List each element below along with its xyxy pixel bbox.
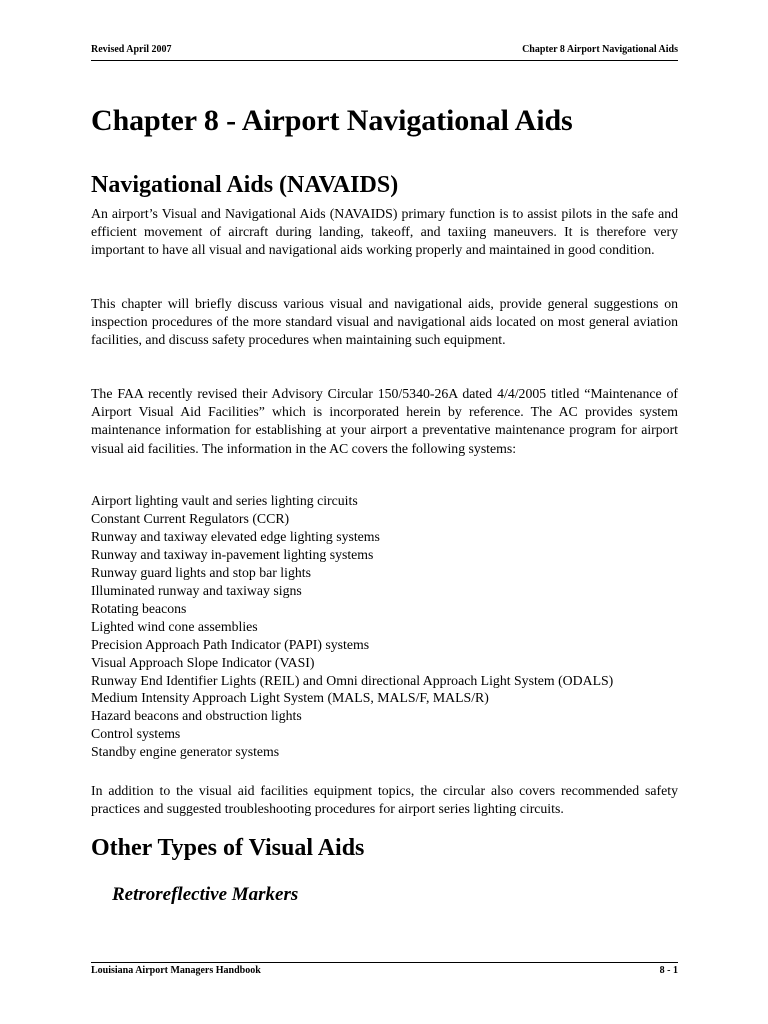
list-item: Precision Approach Path Indicator (PAPI) systems	[91, 636, 370, 652]
chapter-title: Chapter 8 - Airport Navigational Aids	[91, 104, 573, 137]
paragraph-chapter-overview: This chapter will briefly discuss various visual and navigational aids, provide general suggestions on inspection procedures of the more standard visual and navigational aids located on most general aviation facilities, and discuss safety procedures when maintaining such equipment.	[91, 296, 678, 348]
document-page	[91, 0, 678, 1024]
list-item: Control systems	[91, 726, 181, 742]
list-item: Runway and taxiway elevated edge lighting systems	[91, 528, 380, 544]
list-item: Runway End Identifier Lights (REIL) and Omni directional Approach Light System (ODALS)	[91, 672, 614, 688]
paragraph-circular-safety: In addition to the visual aid facilities equipment topics, the circular also covers recommended safety practices and suggested troubleshooting procedures for airport series lighting circuits.	[91, 783, 678, 817]
systems-list	[91, 492, 678, 761]
section-title-other-visual-aids: Other Types of Visual Aids	[91, 835, 365, 861]
list-item: Airport lighting vault and series lighting circuits	[91, 493, 358, 508]
list-item: Rotating beacons	[91, 600, 187, 616]
header-revision-date: Revised April 2007	[91, 44, 172, 55]
list-item: Medium Intensity Approach Light System (MALS, MALS/F, MALS/R)	[91, 690, 489, 706]
footer-handbook-title: Louisiana Airport Managers Handbook	[91, 965, 261, 976]
list-item: Standby engine generator systems	[91, 744, 280, 760]
section-title-navaids: Navigational Aids (NAVAIDS)	[91, 172, 399, 198]
list-item: Runway guard lights and stop bar lights	[91, 564, 311, 580]
header-chapter-label: Chapter 8 Airport Navigational Aids	[522, 44, 678, 55]
paragraph-faa-advisory-circular: The FAA recently revised their Advisory Circular 150/5340-26A dated 4/4/2005 titled “Maintenance of Airport Visual Aid Facilities” which is incorporated herein by reference. The AC provides system maintenance information for establishing at your airport a preventative maintenance program for airport visual aid facilities. The information in the AC covers the following systems:	[91, 386, 678, 456]
running-header	[91, 44, 678, 61]
list-item: Constant Current Regulators (CCR)	[91, 510, 290, 526]
footer-page-number: 8 - 1	[659, 965, 678, 976]
list-item: Visual Approach Slope Indicator (VASI)	[91, 654, 315, 670]
list-item: Runway and taxiway in-pavement lighting systems	[91, 546, 374, 562]
list-item: Lighted wind cone assemblies	[91, 618, 258, 634]
subsection-title-retroreflective-markers: Retroreflective Markers	[112, 884, 299, 905]
list-item: Hazard beacons and obstruction lights	[91, 708, 302, 724]
paragraph-navaids-intro: An airport’s Visual and Navigational Aids (NAVAIDS) primary function is to assist pilots in the safe and efficient movement of aircraft during landing, takeoff, and taxiing maneuvers. It is therefore very important to have all visual and navigational aids working properly and maintained in good condition.	[91, 206, 678, 258]
list-item: Illuminated runway and taxiway signs	[91, 582, 302, 598]
running-footer	[91, 962, 678, 981]
